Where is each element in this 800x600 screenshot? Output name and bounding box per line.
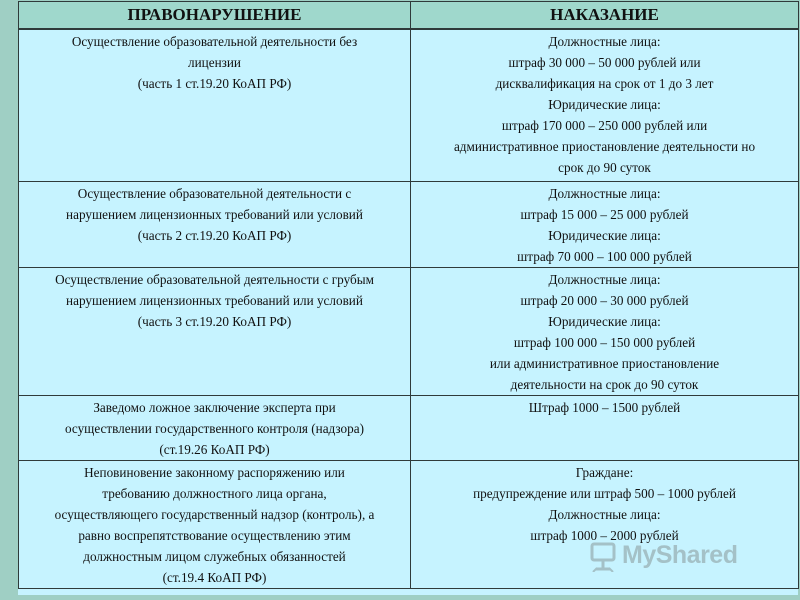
penalty-line: Юридические лица:: [548, 228, 661, 243]
header-penalty: НАКАЗАНИЕ: [411, 2, 799, 30]
offense-line: осуществлении государственного контроля (надзора): [64, 421, 364, 436]
penalty-line: штраф 15 000 – 25 000 рублей: [520, 207, 689, 222]
watermark-text: MyShared: [622, 540, 738, 569]
offense-line: Заведомо ложное заключение эксперта при: [93, 400, 336, 415]
table-row: [19, 182, 799, 268]
offense-line: требованию должностного лица органа,: [102, 486, 327, 501]
penalty-line: штраф 30 000 – 50 000 рублей или: [508, 55, 701, 70]
table-row: [19, 461, 799, 589]
penalty-line: дисквалификация на срок от 1 до 3 лет: [495, 76, 714, 91]
penalty-line: Должностные лица:: [548, 186, 661, 201]
table-header-row: [19, 2, 799, 30]
penalty-line: Штраф 1000 – 1500 рублей: [528, 400, 681, 415]
penalty-line: штраф 170 000 – 250 000 рублей или: [501, 118, 708, 133]
penalty-cell: [411, 396, 799, 461]
offense-line: лицензии: [188, 55, 241, 70]
offense-cell: [19, 29, 411, 182]
offense-penalty-table: [18, 1, 799, 589]
penalty-line: Граждане:: [575, 465, 634, 480]
offense-article: (часть 1 ст.19.20 КоАП РФ): [137, 76, 292, 91]
penalty-line: административное приостановление деятельности но: [453, 139, 756, 154]
offense-line: Осуществление образовательной деятельности без: [71, 34, 358, 49]
offense-article: (ст.19.26 КоАП РФ): [159, 442, 270, 457]
penalty-cell: [411, 268, 799, 396]
offense-line: Неповиновение законному распоряжению или: [84, 465, 345, 480]
penalty-line: штраф 20 000 – 30 000 рублей: [520, 293, 689, 308]
offense-line: равно воспрепятствование осуществлению этим: [78, 528, 351, 543]
penalty-line: Должностные лица:: [548, 272, 661, 287]
penalty-line: деятельности на срок до 90 суток: [510, 377, 699, 392]
penalty-cell: [411, 461, 799, 589]
penalty-line: Должностные лица:: [548, 34, 661, 49]
offense-cell: [19, 461, 411, 589]
table-row: [19, 29, 799, 182]
offense-cell: [19, 182, 411, 268]
penalty-line: Юридические лица:: [548, 314, 661, 329]
offense-article: (часть 2 ст.19.20 КоАП РФ): [137, 228, 292, 243]
penalty-line: штраф 100 000 – 150 000 рублей: [513, 335, 696, 350]
penalty-line: срок до 90 суток: [558, 160, 651, 175]
offense-line: Осуществление образовательной деятельности с грубым: [55, 272, 374, 287]
offense-article: (часть 3 ст.19.20 КоАП РФ): [137, 314, 292, 329]
penalty-cell: [411, 182, 799, 268]
penalty-line: Юридические лица:: [548, 97, 661, 112]
penalty-line: штраф 70 000 – 100 000 рублей: [517, 249, 692, 264]
offense-cell: [19, 268, 411, 396]
offense-line: должностным лицом служебных обязанностей: [83, 549, 346, 564]
offense-line: нарушением лицензионных требований или условий: [66, 207, 363, 222]
table-row: [19, 268, 799, 396]
penalty-line: предупреждение или штраф 500 – 1000 рублей: [473, 486, 736, 501]
offense-article: (ст.19.4 КоАП РФ): [162, 570, 267, 585]
penalty-line: Должностные лица:: [548, 507, 661, 522]
offense-line: Осуществление образовательной деятельности с: [77, 186, 352, 201]
penalty-cell: [411, 29, 799, 182]
table-row: [19, 396, 799, 461]
offense-line: осуществляющего государственный надзор (контроль), а: [54, 507, 375, 522]
header-offense: ПРАВОНАРУШЕНИЕ: [19, 2, 411, 30]
penalty-line: штраф 1000 – 2000 рублей: [530, 528, 679, 543]
offense-cell: [19, 396, 411, 461]
penalty-line: или административное приостановление: [489, 356, 720, 371]
penalties-sheet: [18, 1, 798, 595]
offense-line: нарушением лицензионных требований или условий: [66, 293, 363, 308]
